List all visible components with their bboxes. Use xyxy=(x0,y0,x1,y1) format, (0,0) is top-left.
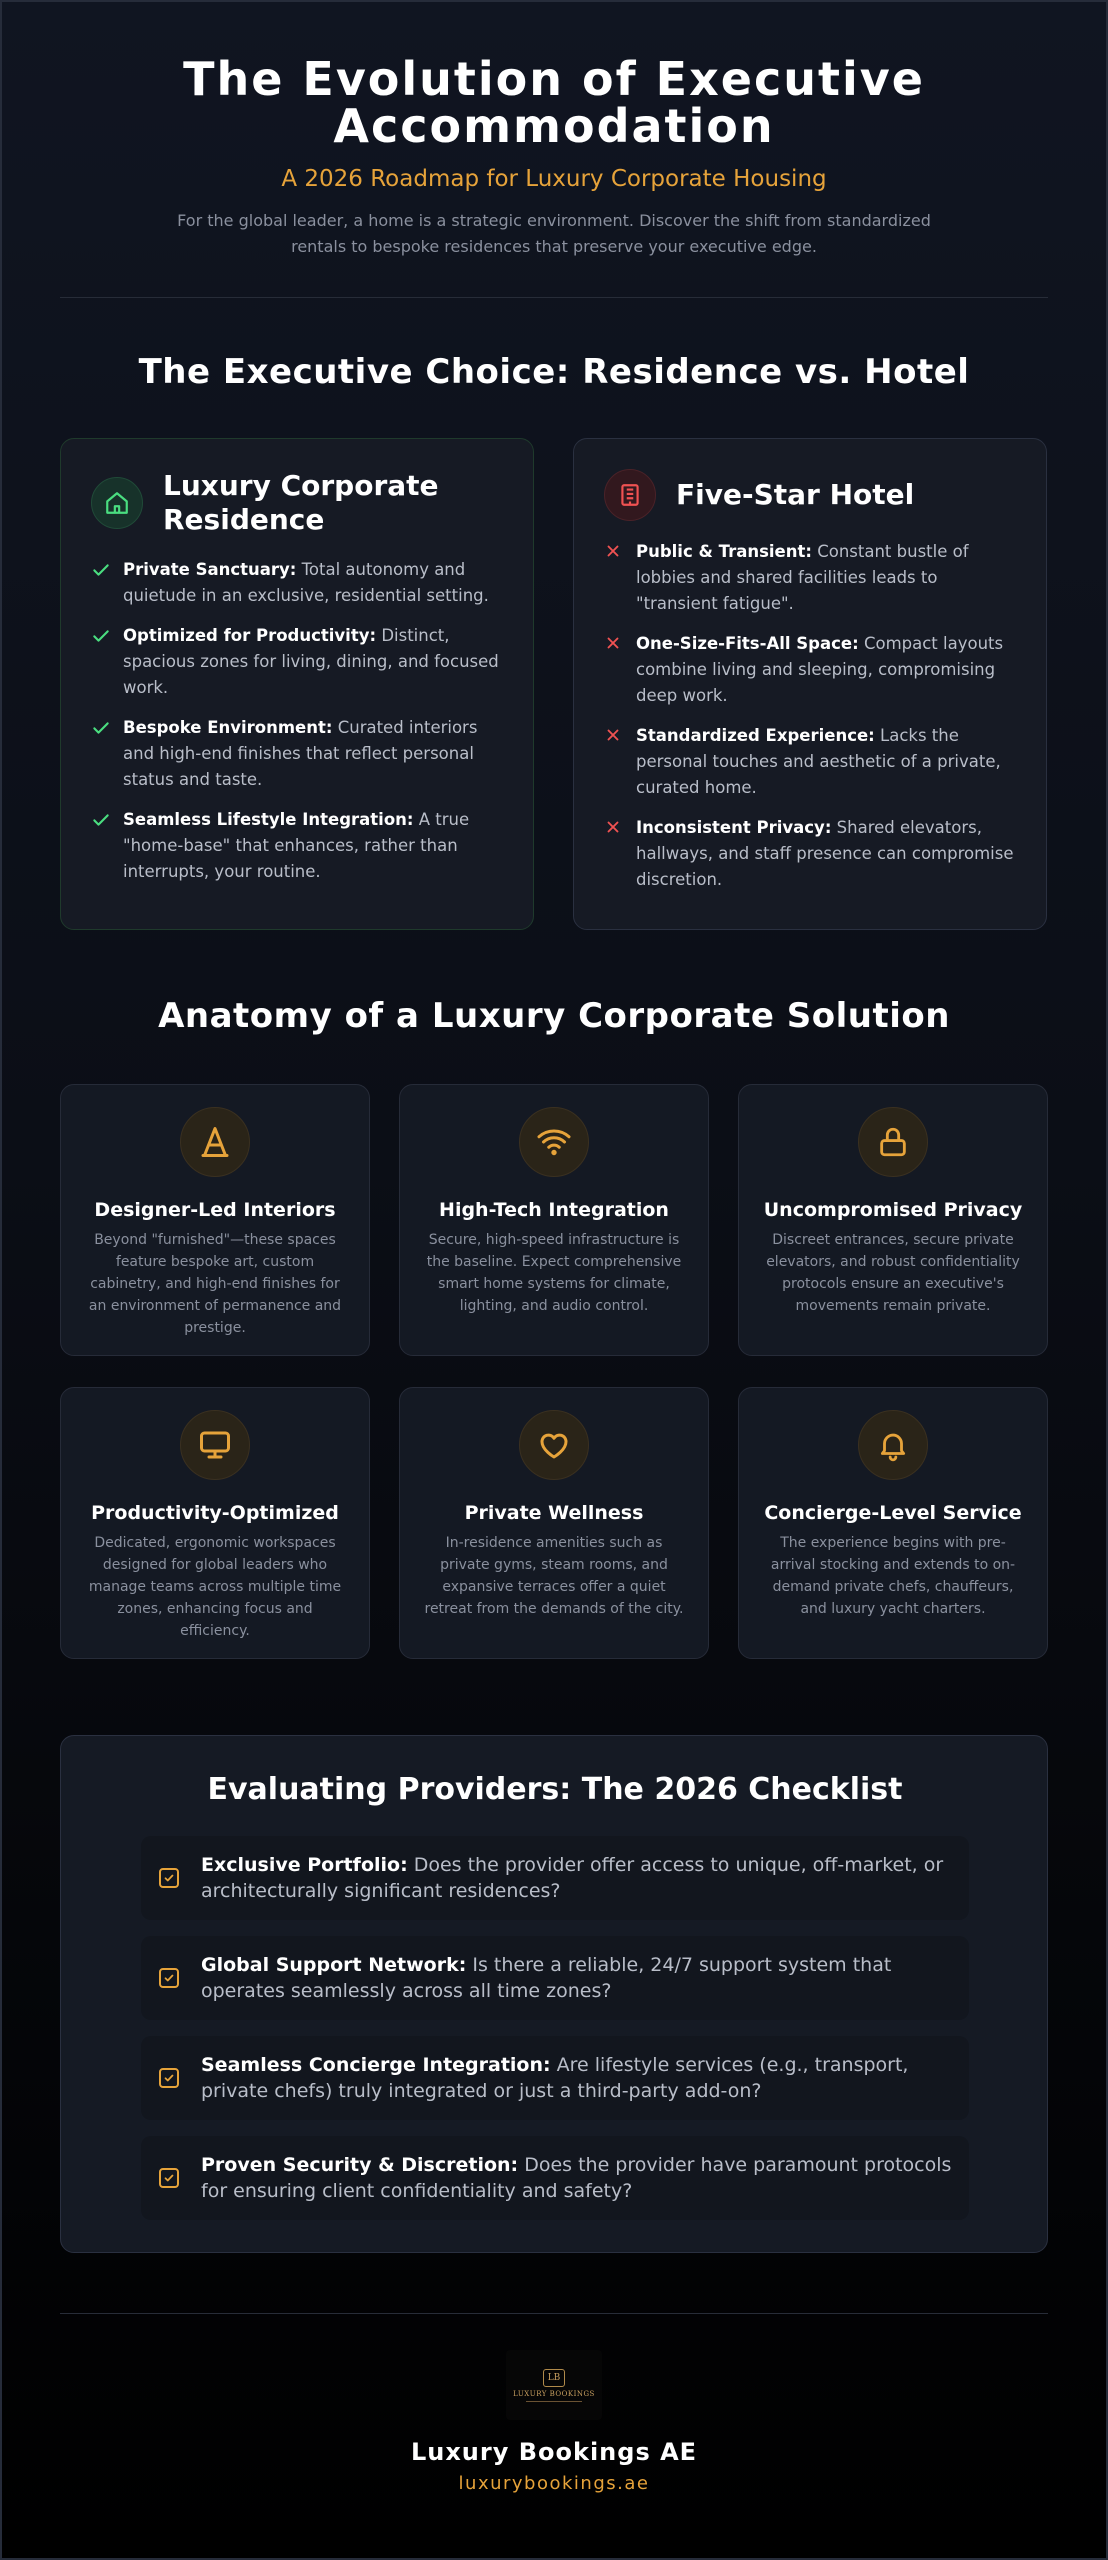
feature-title: High-Tech Integration xyxy=(439,1199,669,1221)
intro-line-1: For the global leader, a home is a strategic environment. Discover the shift from standardized xyxy=(177,211,931,230)
anatomy-title: Anatomy of a Luxury Corporate Solution xyxy=(158,996,950,1036)
checklist-item-question: Are lifestyle services (e.g., transport, private chefs) truly integrated or just a third-party add-on? xyxy=(201,2054,909,2102)
feature-card xyxy=(60,1387,370,1659)
wifi-icon xyxy=(519,1107,589,1177)
feature-description: Secure, high-speed infrastructure is the baseline. Expect comprehensive smart home systems for climate, lighting, and audio control. xyxy=(426,1232,682,1314)
feature-description: In-residence amenities such as private gyms, steam rooms, and expansive terraces offer a quiet retreat from the demands of the city. xyxy=(424,1535,684,1617)
residence-card xyxy=(60,438,534,930)
residence-benefit-text xyxy=(123,715,503,793)
checklist-item-label: Exclusive Portfolio: xyxy=(201,1854,408,1876)
hotel-drawback-label: Inconsistent Privacy: xyxy=(636,818,832,837)
website-link[interactable]: luxurybookings.ae xyxy=(458,2473,650,2494)
hotel-drawback-label: Public & Transient: xyxy=(636,542,812,561)
residence-benefit xyxy=(91,623,503,701)
hotel-drawback-description: Lacks the personal touches and aesthetic of a private, curated home. xyxy=(636,726,1001,797)
logo-text: LUXURY BOOKINGS xyxy=(513,2389,595,2398)
intro-text xyxy=(154,208,954,260)
checklist-item-text xyxy=(201,2052,969,2104)
checklist-item-question: Does the provider have paramount protocols for ensuring client confidentiality and safety? xyxy=(201,2154,952,2202)
hotel-building-icon xyxy=(604,469,656,521)
monitor-icon xyxy=(180,1410,250,1480)
intro-line-2: rentals to bespoke residences that preserve your executive edge. xyxy=(291,237,817,256)
feature-description: Dedicated, ergonomic workspaces designed for global leaders who manage teams across multiple time zones, enhancing focus and efficiency. xyxy=(88,1535,342,1639)
residence-benefit-description: Curated interiors and high-end finishes that reflect personal status and taste. xyxy=(123,718,478,789)
check-icon xyxy=(91,623,123,701)
feature-card xyxy=(738,1387,1048,1659)
residence-benefit-list xyxy=(91,557,503,885)
hotel-drawback xyxy=(604,815,1016,893)
comparison-title: The Executive Choice: Residence vs. Hotel xyxy=(138,352,970,392)
hotel-drawback-text xyxy=(636,723,1016,801)
checklist-item xyxy=(141,1936,969,2020)
logo-rule xyxy=(526,2401,582,2402)
hotel-drawback xyxy=(604,539,1016,617)
residence-benefit-text xyxy=(123,623,503,701)
checklist-item-question: Does the provider offer access to unique, off-market, or architecturally significant residences? xyxy=(201,1854,944,1902)
checklist-title: Evaluating Providers: The 2026 Checklist xyxy=(207,1772,903,1807)
checkbox-icon xyxy=(159,2168,179,2188)
checklist-item-text xyxy=(201,1852,969,1904)
cross-icon xyxy=(604,815,636,893)
house-icon xyxy=(91,477,143,529)
feature-title: Productivity-Optimized xyxy=(91,1502,339,1524)
cross-icon xyxy=(604,631,636,709)
residence-benefit xyxy=(91,807,503,885)
hotel-drawback xyxy=(604,631,1016,709)
heart-icon xyxy=(519,1410,589,1480)
checklist-item-label: Proven Security & Discretion: xyxy=(201,2154,519,2176)
hotel-drawback-description: Shared elevators, hallways, and staff presence can compromise discretion. xyxy=(636,818,1014,889)
checklist-item-question: Is there a reliable, 24/7 support system that operates seamlessly across all time zones? xyxy=(201,1954,892,2002)
feature-title: Private Wellness xyxy=(464,1502,644,1524)
hotel-card-title: Five-Star Hotel xyxy=(676,478,915,511)
page-title xyxy=(60,52,1048,153)
checkbox-icon xyxy=(159,2068,179,2088)
hotel-card xyxy=(573,438,1047,930)
feature-card xyxy=(399,1387,709,1659)
residence-benefit-description: A true "home-base" that enhances, rather than interrupts, your routine. xyxy=(123,810,470,881)
feature-description: Discreet entrances, secure private elevators, and robust confidentiality protocols ensure an executive's movements remain private. xyxy=(766,1232,1020,1314)
logo-monogram: LB xyxy=(543,2369,565,2387)
feature-description: The experience begins with pre-arrival stocking and extends to on-demand private chefs, chauffeurs, and luxury yacht charters. xyxy=(770,1535,1016,1617)
hotel-card-header xyxy=(604,469,1016,521)
title-line-2: Accommodation xyxy=(333,99,775,153)
check-icon xyxy=(91,715,123,793)
residence-card-header xyxy=(91,469,503,537)
feature-title: Concierge-Level Service xyxy=(764,1502,1022,1524)
feature-card xyxy=(738,1084,1048,1356)
feature-title: Uncompromised Privacy xyxy=(763,1199,1023,1221)
feature-card xyxy=(60,1084,370,1356)
checklist-item-text xyxy=(201,1952,969,2004)
title-line-1: The Evolution of Executive xyxy=(183,52,925,106)
residence-benefit-label: Seamless Lifestyle Integration: xyxy=(123,810,414,829)
divider xyxy=(60,297,1048,298)
company-logo xyxy=(506,2350,602,2420)
checklist-item-label: Seamless Concierge Integration: xyxy=(201,2054,551,2076)
bell-icon xyxy=(858,1410,928,1480)
hotel-drawback xyxy=(604,723,1016,801)
checkbox-icon xyxy=(159,1868,179,1888)
brand-name: Luxury Bookings AE xyxy=(410,2438,698,2466)
residence-benefit xyxy=(91,715,503,793)
checklist-panel xyxy=(60,1735,1048,2253)
feature-description: Beyond "furnished"—these spaces feature bespoke art, custom cabinetry, and high-end finishes for an environment of permanence and prestige. xyxy=(88,1232,342,1336)
hotel-drawback-text xyxy=(636,631,1016,709)
checklist-item xyxy=(141,1836,969,1920)
checklist-item-label: Global Support Network: xyxy=(201,1954,467,1976)
hotel-drawback-list xyxy=(604,539,1016,893)
residence-card-title: Luxury Corporate Residence xyxy=(163,469,439,536)
feature-card xyxy=(399,1084,709,1356)
residence-benefit-description: Distinct, spacious zones for living, dining, and focused work. xyxy=(123,626,499,697)
cross-icon xyxy=(604,723,636,801)
footer-divider xyxy=(60,2313,1048,2314)
residence-benefit-label: Bespoke Environment: xyxy=(123,718,333,737)
hotel-drawback-label: One-Size-Fits-All Space: xyxy=(636,634,859,653)
residence-benefit-text xyxy=(123,807,503,885)
check-icon xyxy=(91,807,123,885)
hotel-drawback-text xyxy=(636,815,1016,893)
residence-benefit-label: Optimized for Productivity: xyxy=(123,626,377,645)
hero xyxy=(60,52,1048,260)
residence-benefit xyxy=(91,557,503,609)
checklist-item xyxy=(141,2136,969,2220)
residence-benefit-text xyxy=(123,557,503,609)
hotel-drawback-description: Compact layouts combine living and sleeping, compromising deep work. xyxy=(636,634,1004,705)
page-subtitle: A 2026 Roadmap for Luxury Corporate Housing xyxy=(281,166,827,192)
checklist-item-text xyxy=(201,2152,969,2204)
hotel-drawback-label: Standardized Experience: xyxy=(636,726,875,745)
check-icon xyxy=(91,557,123,609)
residence-benefit-label: Private Sanctuary: xyxy=(123,560,297,579)
cross-icon xyxy=(604,539,636,617)
hotel-drawback-text xyxy=(636,539,1016,617)
residence-benefit-description: Total autonomy and quietude in an exclusive, residential setting. xyxy=(123,560,489,605)
design-a-icon xyxy=(180,1107,250,1177)
checklist-item xyxy=(141,2036,969,2120)
hotel-drawback-description: Constant bustle of lobbies and shared facilities leads to "transient fatigue". xyxy=(636,542,969,613)
lock-icon xyxy=(858,1107,928,1177)
checkbox-icon xyxy=(159,1968,179,1988)
feature-title: Designer-Led Interiors xyxy=(94,1199,336,1221)
